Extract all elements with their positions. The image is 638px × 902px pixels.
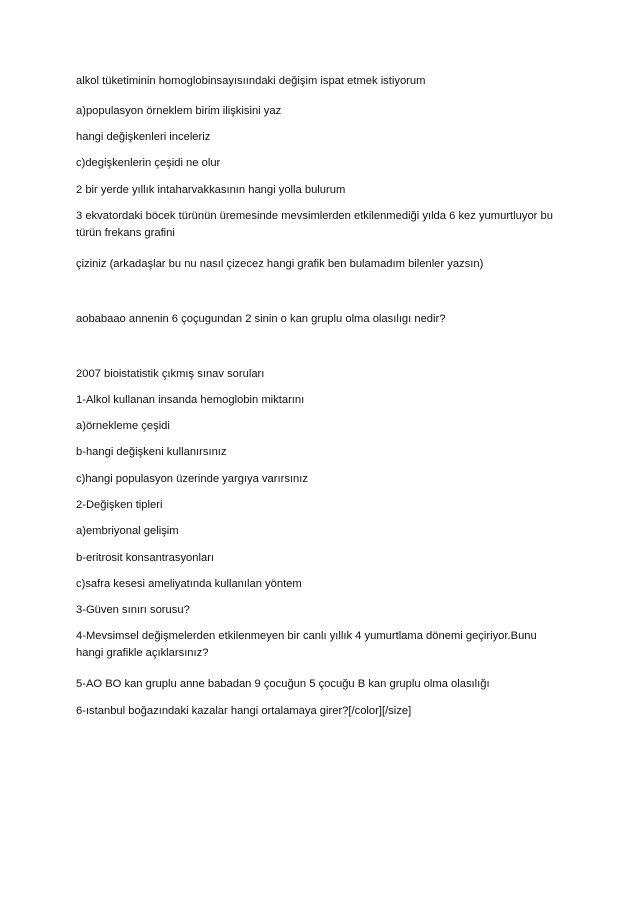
paragraph: 4-Mevsimsel değişmelerden etkilenmeyen bir canlı yıllık 4 yumurtlama dönemi geçiriyor.Bunu hangi grafikle açıklarsınız? <box>76 630 537 659</box>
paragraph: 2 bir yerde yıllık intaharvakkasının hangi yolla bulurum <box>76 184 346 196</box>
paragraph: 3 ekvatordaki böcek türünün üremesinde mevsimlerden etkilenmediği yılda 6 kez yumurtluyor bu türün frekans grafini <box>76 210 553 239</box>
paragraph: çiziniz (arkadaşlar bu nu nasıl çizecez hangi grafik ben bulamadım bilenler yazsın) <box>76 258 484 270</box>
paragraph: c)degişkenlerin çeşidi ne olur <box>76 157 221 169</box>
paragraph: 1-Alkol kullanan insanda hemoglobin miktarını <box>76 394 305 406</box>
paragraph: a)örnekleme çeşidi <box>76 420 170 432</box>
paragraph: a)embriyonal gelişim <box>76 525 179 537</box>
paragraph: b-eritrosit konsantrasyonları <box>76 552 215 564</box>
paragraph: hangi değişkenleri inceleriz <box>76 131 211 143</box>
paragraph: alkol tüketiminin homoglobinsayısıındaki değişim ispat etmek istiyorum <box>76 75 426 87</box>
paragraph: aobabaao annenin 6 çoçugundan 2 sinin o kan gruplu olma olasılıgı nedir? <box>76 313 446 325</box>
paragraph: 5-AO BO kan gruplu anne babadan 9 çocuğun 5 çocuğu B kan gruplu olma olasılığı <box>76 678 490 690</box>
paragraph: 3-Güven sınırı sorusu? <box>76 604 190 616</box>
paragraph: 2007 bioistatistik çıkmış sınav soruları <box>76 368 265 380</box>
paragraph: 2-Değişken tipleri <box>76 499 163 511</box>
paragraph: a)populasyon örneklem birim ilişkisini yaz <box>76 105 282 117</box>
paragraph: b-hangi değişkeni kullanırsınız <box>76 446 227 458</box>
paragraph: c)safra kesesi ameliyatında kullanılan yöntem <box>76 578 302 590</box>
paragraph: 6-ıstanbul boğazındaki kazalar hangi ortalamaya girer?[/color][/size] <box>76 705 412 717</box>
paragraph: c)hangi populasyon üzerinde yargıya varırsınız <box>76 473 308 485</box>
